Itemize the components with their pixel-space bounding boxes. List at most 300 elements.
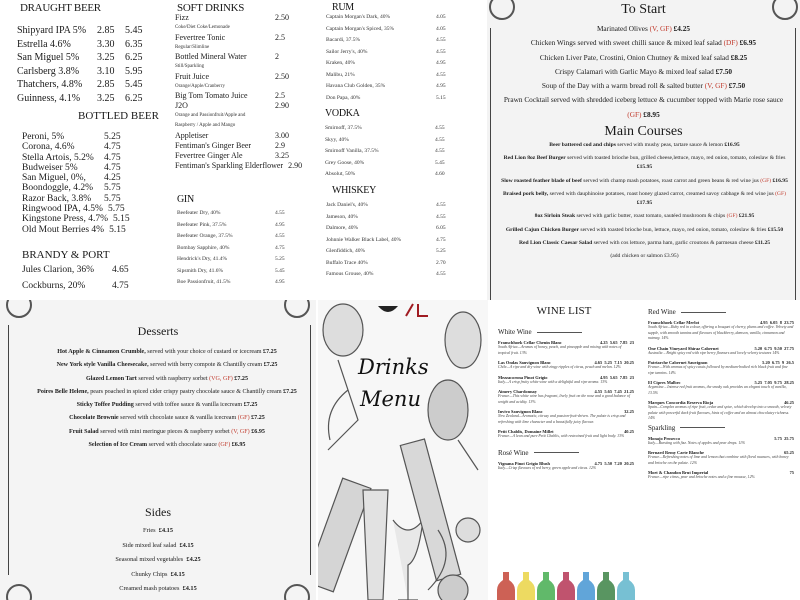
item-name: Fevertree Tonic [175,32,226,42]
wine-prices: 5.20 6.75 9 26.5 [762,360,794,365]
menu-item [497,177,792,186]
menu-item [36,347,298,357]
item-name: Orange and Passionfruit/Apple and [175,113,246,119]
dish-description: Crispy Calamari with Garlic Mayo & mixed leaf salad [554,66,716,76]
menu-item-row [326,81,446,93]
item-name: Buffalo Trace 40% [326,259,368,266]
item-name: Don Papa, 40% [326,94,361,101]
wine-name: Vignana Pinot Grigio Blush [498,460,550,466]
wine-prices: 32.25 [624,409,634,414]
dietary-tag: (GF) [775,190,786,197]
item-name: Razor Back, 3.8% [22,193,92,204]
item-name: Orange/Apple/Cranberry [175,83,225,89]
dish-price: £6.95 [249,428,265,435]
item-price: 4.75 [104,162,121,173]
wine-description: Italy—Crisp flavours of red berry, green apple and citrus. 12% [498,465,597,470]
menu-item [499,36,788,50]
item-name: Boe Passionfruit, 41.5% [177,279,231,285]
wine-name: One Chain Vineyard Shiraz Cabernet [648,345,719,351]
item-price: 5.25 [275,256,285,262]
wine-list-page [488,300,640,600]
wine-description: Italy—Bursting with fizz. Notes of apples and pear drops. 11% [648,440,746,445]
dish-description: served with champ mash potatoes, roast carrot and green beans & red wine jus [581,177,761,184]
dish-price: £16.95 [724,142,740,148]
wine-prices: 4.75 5.50 7.20 20.25 [594,460,634,466]
side-item [8,568,308,583]
menu-item [499,93,788,122]
wine-description: Chile—A ripe and dry wine with zingy ripples of citrus, peach and melon. 12% [498,365,621,369]
dish-description: served with berry compote & Chantilly cream [148,362,264,369]
wine-prices: 4.95 6.05 8 23.75 [759,320,794,325]
menu-item-row [175,72,302,82]
wine-name: Franschhoek Cellar Chenin Blanc [498,340,562,345]
dish-price: £7.25 [243,402,258,409]
item-price: 3.10 [97,65,115,77]
item-price: 5.95 [125,65,143,77]
dish-price: £8.95 [641,109,660,119]
item-name: Sailor Jerry's, 40% [326,48,368,55]
section-heading: BRANDY & PORT [22,249,110,261]
wine-prices: 4.55 5.65 7.45 21.25 [594,389,634,394]
item-name: Carlsberg 3.8% [17,65,80,77]
dietary-tag: (VG, GF) [209,375,233,382]
wine-description: Spain—Complex aromas of ripe fruit, cedar and spice, which develop into a smooth, velvety palate with powerful dark fruit flavours, hints of coffee and an almost chocolatey richness. 14% [648,405,792,420]
item-price: 4.75 [104,152,121,163]
dietary-tag: (V, GF) [704,81,727,91]
section-heading-text: White Wine [498,328,532,336]
dish-name: Fruit Salad [69,428,99,435]
section-heading: RUM [332,2,354,13]
menu-item [499,22,788,36]
menu-item-row [175,23,302,33]
menu-item-row [177,231,285,243]
item-price: 2.85 [97,25,115,36]
item-price: 4.65 [112,265,129,275]
logo-emblem-icon [378,306,398,312]
wine-name: Marques Concordia Reserva Rioja [648,400,714,405]
dish-price: £15.50 [767,226,784,233]
item-name: Big Tom Tomato Juice [175,91,248,101]
menu-item [36,440,298,450]
menu-item-row [326,93,446,105]
menu-item-row [22,153,130,163]
wine-description: New Zealand—Aromatic, citrusy and passion-fruit-driven. The palate is crisp and refreshing with lime character and a beautifully juicy flavour. [498,414,626,424]
item-name: Smirnoff, 37.5% [325,125,362,131]
item-name: Ringwood IPA, 4.5% [22,204,103,215]
item-price: 5.15 [109,224,126,235]
menu-item-row [325,158,445,170]
item-price: 5.45 [125,79,143,90]
dish-description: served with mushy peas, tartare sauce & lemon [615,142,725,148]
wine-bottles-illustration [494,572,639,600]
menu-item-row [177,254,285,266]
dish-name: New York style Vanilla Cheesecake, [56,362,149,369]
dish-price: £4.25 [671,24,691,33]
dish-price: £6.95 [230,442,246,449]
dish-name: Braised pork belly, [503,190,549,197]
menu-item-row [175,111,302,121]
white-wine-section [498,328,634,471]
brandy-port-section [22,262,129,294]
dietary-tag: (V, GF) [231,428,250,435]
menu-item [36,374,298,384]
wine-name: Petit Chablis, Domaine Millet [498,429,554,434]
side-name: Creamed mash potatoes [119,585,180,593]
dietary-tag: (V, GF) [649,24,672,33]
wine-description: South Africa—Ruby red in colour, offering a bouquet of cherry, plums and coffee. Velvety and supple, with smooth tannins and flavours of blackberry, damson, vanilla, cinnamon and nutmeg. 14% [648,325,794,340]
item-name: Peroni, 5% [22,132,65,142]
menu-item [497,190,792,208]
menu-item-row [17,51,143,65]
wine-name: Franschhoek Cellar Merlot [648,320,700,325]
dish-price: £16.95 [771,177,788,184]
item-price: 3.25 [97,92,115,104]
item-name: Famous Grouse, 40% [326,271,374,277]
item-price: 2.9 [275,140,285,150]
menu-item-row [326,12,446,24]
menu-item-row [17,78,143,92]
item-name: Beefeater Pink, 37.5% [177,221,227,228]
item-name: Malibu, 21% [326,71,355,78]
drinks-menu-cover [318,300,488,600]
menu-item-row [326,70,446,82]
section-heading: VODKA [325,108,360,119]
item-name: Beefeater Orange, 37.5% [177,233,233,239]
item-name: Budweiser 5% [22,162,78,173]
item-name: Bombay Sapphire, 40% [177,244,230,251]
wine-description: France—With aromas of spicy cassis followed by medium-bodied rich black fruit and fine ripe tannins. 14% [648,365,788,375]
side-price: £4.15 [182,585,197,593]
item-name: Jules Clarion, 36% [22,265,95,275]
item-name: Bacardi, 37.5% [326,37,361,43]
dish-description: Chicken Wings served with sweet chilli sauce & mixed leaf salad [530,38,724,48]
side-item [8,539,308,554]
menu-item [499,65,788,79]
item-price: 4.75 [104,142,121,153]
dietary-tag: (GF) [726,213,738,220]
bottled-beer-section [22,132,130,235]
wine-bottle-icon [617,572,635,600]
menu-item-row [175,62,302,72]
item-price: 4.55 [275,210,285,216]
dish-price: £7.25 [263,362,278,369]
dish-name: Chocolate Brownie [69,415,119,422]
side-name: Seasonal mixed vegetables [115,556,184,564]
dish-name: Sticky Toffee Pudding [76,402,134,409]
side-item [8,582,308,597]
menu-item-row [22,132,130,142]
menu-item-row [175,161,302,171]
item-name: Captain Morgan's Spiced, 35% [326,25,395,32]
item-name: Bottled Mineral Water [175,52,247,62]
menu-item-row [17,24,143,38]
side-name: Fries [143,527,156,534]
menu-item-row [17,38,143,52]
wine-prices: 75 [789,470,794,475]
section-heading [498,328,634,336]
menu-item [36,400,298,410]
dietary-tag: (GF) [627,109,642,119]
cover-title-line1: Drinks [358,355,429,379]
menu-item-row [326,35,446,47]
section-heading-text: Red Wine [648,308,676,316]
dish-description: Prawn Cocktail served with shredded iceberg lettuce & cucumber topped with Marie rose sauce [503,95,784,105]
item-price: 5.45 [125,25,143,36]
item-price: 2 [275,52,279,62]
item-price: 6.05 [436,225,446,231]
item-name: Johnnie Walker Black Label, 40% [326,236,402,243]
gin-section [177,194,285,289]
dish-description: served with chocolate sauce [147,442,219,449]
menu-item [36,360,298,370]
menu-item-row [17,92,143,106]
item-name: Captain Morgan's Dark, 40% [326,14,391,20]
item-name: Kingstone Press, 4.7% [22,214,109,225]
item-name: Grey Goose, 40% [325,159,365,166]
dish-name: Selection of Ice Cream [88,442,148,449]
wine-prices: 5.75 25.75 [774,435,794,441]
dish-name: Hot Apple & Cinnamon Crumble, [57,349,146,355]
mains-list [497,141,792,266]
drinks-price-list [0,0,485,300]
wine-name: Bernard Remy Carte Blanche [648,450,704,455]
item-name: Absolut, 50% [325,171,356,177]
dish-description: served with dauphinoise potatoes, roast honey glazed carrot, creamed savoy cabbage & red wine jus [548,190,776,197]
section-heading [648,424,794,432]
dietary-tag: (GF) [218,442,231,449]
whiskey-section [326,185,446,281]
wine-name: Aimery Chardonnay [498,389,537,394]
menu-item-row [326,24,446,36]
item-name: Fentiman's Ginger Beer [175,140,252,150]
item-name: Still/Sparkling [175,64,205,70]
menu-item-row [326,47,446,59]
dish-name: Slow roasted feather blade of beef [501,177,582,184]
dish-description: Chicken Liver Pate, Crostini, Onion Chutney & mixed leaf salad [539,52,731,62]
wine-bottle-icon [497,572,515,600]
item-price: 2.50 [275,13,289,22]
dish-description: served with cos lettuce, parma ham, garlic croutons & parmesan cheese [592,239,755,246]
dish-price: £7.25 [249,415,265,422]
desserts-list [36,347,298,453]
item-price: 2.90 [288,160,303,170]
menu-item-row [17,65,143,79]
wine-description: Australia – Bright spicy red with ripe berry flavours and lovely velvety textures 14% [648,350,780,355]
item-price: 2.5 [275,91,285,101]
item-name: Jameson, 40% [326,213,358,220]
dish-description: served with raspberry sorbet [136,375,210,382]
section-heading: WHISKEY [332,185,377,196]
menu-item-row [175,141,302,151]
wine-description: Argentina – Intense red fruit aromas, the smoky oak provides an elegant touch of vanilla, 13.5% [648,385,787,395]
scroll-ornament-icon [6,300,32,318]
menu-item [36,413,298,423]
wine-name: Las Ondas Sauvignon Blanc [498,360,551,365]
dietary-tag: (GF) [760,177,772,184]
item-price: 5.45 [435,159,445,166]
menu-item-row [177,208,285,220]
menu-item-row [326,235,446,247]
menu-item-row [177,266,285,278]
wine-prices: 46.25 [784,400,794,405]
dish-description: served with garlic butter, roast tomato, sautéed mushroom & chips [575,213,727,220]
menu-item-row [175,91,302,101]
item-name: Glenfiddich, 40% [326,248,366,254]
section-heading-text: Rosé Wine [498,448,529,457]
wine-bottle-icon [597,572,615,600]
cover-title-line2: Menu [360,387,421,411]
menu-item-row [175,52,302,62]
item-name: Shipyard IPA 5% [17,25,87,36]
item-name: Old Mout Berries 4% [22,224,105,235]
wine-bottle-icon [517,572,535,600]
wine-description: France—ripe citrus, pear and brioche notes and a fine mousse, 12% [648,475,755,479]
wine-prices: 65.25 [784,450,794,455]
item-price: 6.25 [125,92,143,104]
dish-price: £7.50 [726,81,746,91]
item-name: Dalmore, 40% [326,225,359,231]
item-price: 4.55 [436,213,446,220]
wine-name: Patriarche Cabernet Sauvignon [648,360,708,365]
menu-item-row [177,243,285,255]
item-price: 2.90 [275,101,289,111]
item-name: Regular/Slimline [175,44,210,50]
item-price: 4.55 [436,48,446,55]
item-price: 2.85 [97,79,115,90]
menu-item-row [175,101,302,111]
dish-description: pears poached in spiced cider crispy pastry chocolate sauce & Chantilly cream [88,388,284,395]
item-name: Guinness, 4.1% [17,92,81,104]
menu-item-row [177,220,285,232]
item-name: Fevertree Ginger Ale [175,150,243,160]
menu-item-row [22,204,130,214]
item-name: San Miguel 5% [17,52,80,63]
item-price: 3.25 [275,150,289,160]
wine-name: Moet & Chandon Brut Imperial [648,470,709,475]
menu-item [499,79,788,93]
section-heading-text: Sparkling [648,423,676,432]
menu-item-row [326,246,446,258]
dish-name: Grilled Cajun Chicken Burger [505,226,580,233]
menu-item-row [326,258,446,270]
dish-price: £8.25 [730,52,748,62]
menu-item-row [177,277,285,289]
item-price: 3.00 [275,130,289,140]
item-price: 4.75 [436,236,446,243]
dish-price: £7.25 [232,375,248,382]
item-price: 4.05 [436,25,446,32]
menu-item-row [175,151,302,161]
wine-bottle-icon [577,572,595,600]
wine-description: France—A lean and pure Petit Chablis, with restrained fruit and light body. 13% [498,434,625,438]
food-menu-page [487,0,800,300]
menu-item-row [22,225,130,235]
item-price: 4.95 [275,221,285,228]
menu-item [499,51,788,65]
menu-item-row [175,121,302,131]
item-name: San Miguel, 0%, [22,173,86,184]
item-price: 5.75 [104,193,121,204]
item-price: 4.55 [436,202,446,208]
section-heading: SOFT DRINKS [177,2,245,14]
wine-prices: 40.25 [624,429,634,434]
item-price: 5.25 [104,132,121,142]
menu-item-row [326,223,446,235]
dish-name: 8oz Sirloin Steak [534,213,576,220]
wine-list-title: WINE LIST [536,305,592,317]
section-heading [648,308,794,316]
menu-item-row [175,43,302,53]
menu-item-row [325,169,445,181]
menu-item-row [325,146,445,158]
item-name: Skyy, 40% [325,136,349,143]
dish-price: £7.25 [263,349,277,355]
item-price: 5.25 [436,248,446,254]
menu-item-row [22,194,130,204]
item-name: Thatchers, 4.8% [17,79,83,90]
section-heading [498,449,634,457]
item-price: 4.55 [275,233,285,239]
item-price: 4.55 [436,37,446,43]
dish-description: served with toasted brioche bun, grilled cheese,lettuce, mayo, red onion, tomato, coleslaw & fries [565,155,786,162]
wine-prices: 5.25 7.05 9.75 28.25 [754,380,794,385]
item-name: Jack Daniel's, 40% [326,202,368,208]
dish-description: Soup of the Day with a warm bread roll & salted butter [541,81,705,91]
menu-item-row [325,123,445,135]
vodka-section [325,108,445,181]
menu-item-row [326,269,446,281]
item-name: Fizz [175,13,189,22]
dish-name: Poires Belle Helene, [37,388,89,395]
item-name: Corona, 4.6% [22,142,75,153]
dish-name: Glazed Lemon Tart [86,375,137,382]
dish-description: served with toffee sauce & vanilla icecream [133,402,244,409]
item-price: 5.75 [104,183,121,194]
item-name: Fentiman's Sparkling Elderflower [175,160,284,170]
menu-item-row [326,200,446,212]
dish-price: £17.95 [636,199,653,206]
item-name: Cockburns, 20% [22,281,86,291]
starters-heading: To Start [621,2,666,17]
item-name: Coke/Diet Coke/Lemonade [175,25,230,30]
side-price: £4.15 [158,527,173,534]
wine-description: France—This white wine has fragrant, lively fruit on the nose and a good balance of weight and acidity. 13% [498,394,630,404]
wine-bottle-icon [557,572,575,600]
item-price: 4.55 [435,136,445,143]
wine-name: Monajo Prosecco [648,435,681,441]
menu-item-row [175,33,302,43]
menu-item [497,239,792,248]
dish-price: £21.95 [737,213,755,220]
dish-description: Marinated Olives [596,24,650,33]
menu-item [497,141,792,150]
dish-price: £7.25 [283,388,297,395]
item-price: 4.55 [435,148,445,154]
dish-name: Red Lion 8oz Beef Burger [503,155,566,162]
wine-name: Invivo Sauvignon Blanc [498,409,543,414]
item-price: 4.55 [436,71,446,78]
item-name: Sipsmith Dry, 41.6% [177,267,224,274]
section-heading: GIN [177,194,194,205]
rum-section [326,2,446,104]
menu-item-row [22,214,130,224]
menu-item-row [326,58,446,70]
menu-item-row [22,142,130,152]
side-item [8,524,308,539]
wine-description: France—Refreshing notes of lime and lemon that combine with floral nuances, with honey and brioche on the palate. 12% [648,455,789,465]
sketch-illustration [318,300,488,600]
menu-item [497,226,792,235]
